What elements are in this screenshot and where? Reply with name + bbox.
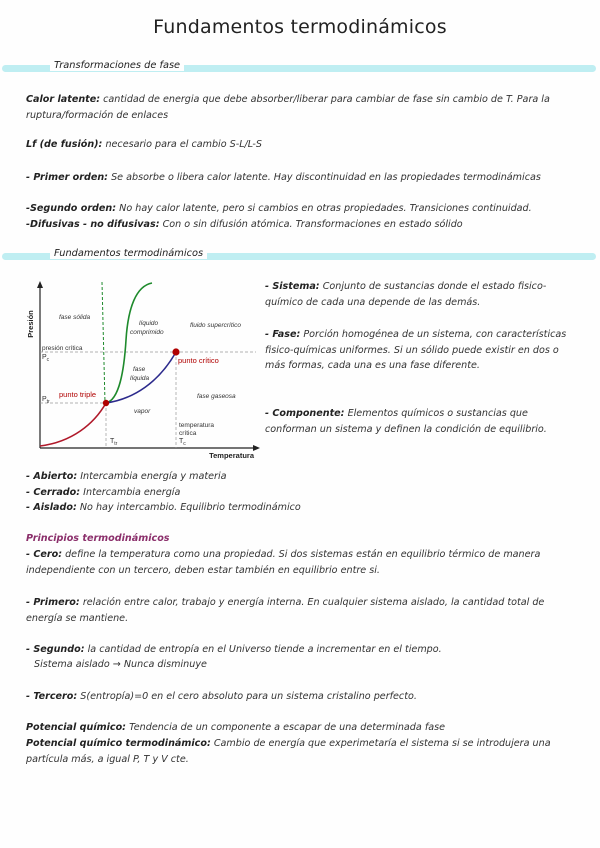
label-punto-critico: punto crítico — [178, 356, 219, 365]
primer-orden-paragraph — [26, 170, 546, 186]
label-pc — [42, 354, 50, 363]
label-comprimido: comprimido — [130, 329, 164, 336]
fusion-curve — [106, 283, 152, 403]
principios-heading-text: Principios termodinámicos — [26, 533, 170, 544]
label-tc — [179, 438, 186, 447]
lf-paragraph — [26, 137, 566, 153]
water-anomaly-line — [102, 282, 105, 403]
segundo-term: - Segundo: — [26, 644, 85, 655]
label-presion-critica: presión crítica — [42, 345, 83, 352]
abierto-term: - Abierto: — [26, 471, 78, 482]
label-liquido: líquido — [139, 320, 159, 327]
label-ttr-sub: tr — [114, 441, 118, 447]
label-fase-gaseosa: fase gaseosa — [197, 393, 236, 400]
label-ptr — [42, 396, 50, 405]
componente-text: Elementos químicos o sustancias que conforman un sistema y definen la condición de equilibrio. — [265, 408, 547, 435]
fase-paragraph — [265, 327, 580, 374]
lf-term: Lf (de fusión): — [26, 139, 103, 150]
x-axis-label: Temperatura — [209, 451, 254, 460]
label-punto-triple: punto triple — [59, 390, 97, 399]
potencial-termodinamico-text: Cambio de energía que experimetaría el sistema si se introdujera una partícula más, a igual P, T y V cte. — [26, 738, 551, 765]
calor-latente-term: Calor latente: — [26, 94, 101, 105]
potencial-quimico-paragraph — [26, 720, 576, 736]
primero-term: - Primero: — [26, 597, 80, 608]
potencial-termodinamico-paragraph — [26, 736, 581, 767]
label-vapor: vapor — [134, 408, 151, 415]
aislado-term: - Aislado: — [26, 502, 77, 513]
cero-term: - Cero: — [26, 549, 63, 560]
cerrado-line — [26, 485, 426, 501]
y-axis-arrow — [37, 281, 43, 288]
sistema-term: - Sistema: — [265, 281, 320, 292]
label-pc-main: P — [42, 354, 47, 361]
aislado-text: No hay intercambio. Equilibrio termodinámico — [79, 502, 301, 513]
label-fase-solida: fase sólida — [59, 314, 91, 321]
triple-point — [103, 400, 109, 406]
label-fase: fase — [133, 366, 146, 373]
y-axis-label: Presión — [26, 310, 35, 338]
label-ttr — [110, 438, 118, 447]
x-axis-arrow — [253, 445, 260, 451]
label-fluido-supercritico: fluido supercrítico — [190, 322, 241, 329]
segundo-orden-term: -Segundo orden: — [26, 203, 117, 214]
label-fase-liquida: líquida — [130, 375, 150, 382]
calor-latente-text: cantidad de energia que debe absorber/liberar para cambiar de fase sin cambio de T. Para la ruptura/formación de enlaces — [26, 94, 550, 121]
tercero-text: S(entropía)=0 en el cero absoluto para un sistema cristalino perfecto. — [80, 691, 417, 702]
label-tc-main: T — [179, 438, 184, 445]
label-tc-sub: c — [183, 441, 186, 447]
critical-point — [172, 348, 179, 355]
page-title: Fundamentos termodinámicos — [153, 16, 447, 38]
fase-text: Porción homogénea de un sistema, con características fisico-químicas uniformes. Si un sólido puede existir en dos o más formas, cada una es una fase diferente. — [265, 329, 567, 371]
cerrado-term: - Cerrado: — [26, 487, 81, 498]
segundo-orden-paragraph — [26, 201, 586, 217]
label-pc-sub: c — [46, 357, 50, 363]
tercero-paragraph — [26, 689, 576, 705]
fase-term: - Fase: — [265, 329, 301, 340]
phase-diagram — [24, 272, 262, 464]
segundo-paragraph — [26, 642, 576, 658]
tercero-term: - Tercero: — [26, 691, 78, 702]
sistema-text: Conjunto de sustancias donde el estado fisico-químico de cada una depende de las demás. — [265, 281, 547, 308]
componente-paragraph — [265, 406, 580, 437]
label-ttr-main: T — [110, 438, 115, 445]
section-heading-transformaciones: Transformaciones de fase — [50, 60, 184, 71]
label-ptr-main: P — [42, 396, 47, 403]
componente-term: - Componente: — [265, 408, 345, 419]
cerrado-text: Intercambia energía — [83, 487, 181, 498]
label-ptr-sub: tr — [46, 399, 50, 405]
principios-heading — [26, 531, 326, 547]
abierto-line — [26, 469, 426, 485]
abierto-text: Intercambia energía y materia — [80, 471, 227, 482]
potencial-quimico-text: Tendencia de un componente a escapar de una determinada fase — [129, 722, 445, 733]
aislado-line — [26, 500, 426, 516]
sublimation-curve — [40, 403, 106, 446]
calor-latente-paragraph — [26, 92, 566, 123]
difusivas-paragraph — [26, 217, 586, 233]
difusivas-text: Con o sin difusión atómica. Transformaciones en estado sólido — [162, 219, 463, 230]
cero-text: define la temperatura como una propiedad. Si dos sistemas están en equilibrio térmico de manera independiente con un tercero, deben estar también en equilibrio entre si. — [26, 549, 541, 576]
segundo-paragraph-2: Sistema aislado → Nunca disminuye — [34, 659, 207, 670]
difusivas-term: -Difusivas - no difusivas: — [26, 219, 160, 230]
segundo-text: la cantidad de entropía en el Universo tiende a incrementar en el tiempo. — [87, 644, 442, 655]
primero-paragraph — [26, 595, 576, 626]
sistema-paragraph — [265, 279, 580, 310]
label-critica: crítica — [179, 430, 197, 437]
potencial-quimico-term: Potencial químico: — [26, 722, 127, 733]
lf-text: necesario para el cambio S-L/L-S — [105, 139, 262, 150]
label-temperatura: temperatura — [179, 422, 215, 429]
potencial-termodinamico-term: Potencial químico termodinámico: — [26, 738, 211, 749]
section-heading-fundamentos: Fundamentos termodinámicos — [50, 248, 207, 259]
primer-orden-term: - Primer orden: — [26, 172, 109, 183]
primer-orden-text: Se absorbe o libera calor latente. Hay discontinuidad en las propiedades termodinámicas — [111, 172, 541, 183]
cero-paragraph — [26, 547, 576, 578]
primero-text: relación entre calor, trabajo y energía interna. En cualquier sistema aislado, la cantidad total de energía se mantiene. — [26, 597, 545, 624]
segundo-orden-text: No hay calor latente, pero si cambios en otras propiedades. Transiciones continuidad. — [119, 203, 532, 214]
